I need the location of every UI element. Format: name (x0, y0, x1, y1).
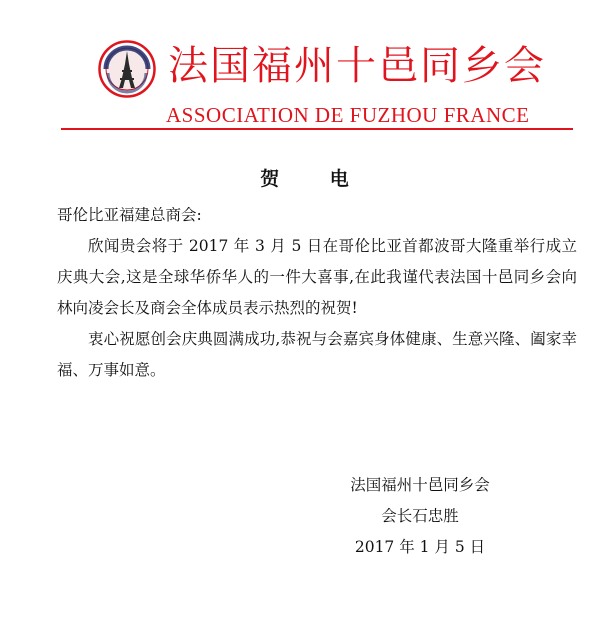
paragraph-congratulations: 欣闻贵会将于 2017 年 3 月 5 日在哥伦比亚首都波哥大隆重举行成立庆典大会,这是全球华侨华人的一件大喜事,在此我谨代表法国十邑同乡会向林向凌会长及商会全体成员表示热烈的祝贺! (57, 237, 577, 317)
signature-date: 2017 年 1 月 5 日 (354, 538, 486, 556)
letter-body (57, 200, 577, 386)
signature-organization: 法国福州十邑同乡会 (350, 476, 490, 494)
org-name-chinese: 法国福州十邑同乡会 (168, 43, 546, 89)
eiffel-tower-seal-icon (98, 40, 156, 98)
letter-title: 贺 电 (260, 168, 371, 190)
paragraph-wishes: 衷心祝愿创会庆典圆满成功,恭祝与会嘉宾身体健康、生意兴隆、阖家幸福、万事如意。 (57, 330, 577, 379)
signature-signer: 会长石忠胜 (381, 507, 459, 525)
header-divider (61, 128, 573, 130)
letterhead (0, 0, 609, 140)
salutation: 哥伦比亚福建总商会: (57, 206, 202, 224)
signature-block (320, 470, 520, 563)
org-name-french: ASSOCIATION DE FUZHOU FRANCE (166, 103, 530, 127)
